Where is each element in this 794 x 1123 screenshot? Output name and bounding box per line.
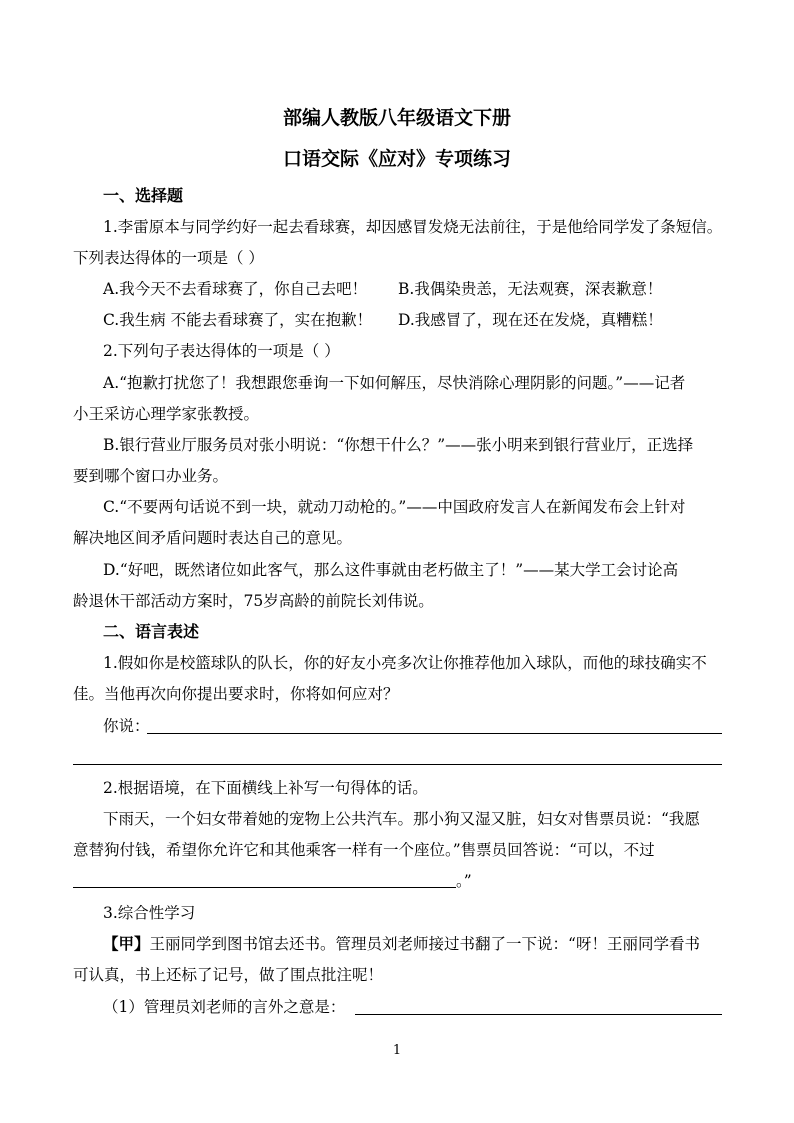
document-subtitle: 口语交际《应对》专项练习 — [282, 148, 511, 170]
s2-q2-answer-line[interactable] — [73, 887, 456, 888]
s2-q3-tag: 【甲】 — [103, 934, 150, 953]
s2-q2-closing-quote: 。” — [456, 872, 472, 890]
s2-q3-heading: 3.综合性学习 — [103, 904, 196, 922]
s2-q1-answer-line-2[interactable] — [73, 764, 722, 765]
q1-option-d: D.我感冒了，现在还在发烧，真糟糕！ — [398, 311, 663, 329]
q1-option-a: A.我今天不去看球赛了，你自己去吧！ — [103, 280, 368, 298]
q1-option-b: B.我偶染贵恙，无法观赛，深表歉意！ — [398, 280, 663, 298]
q2-option-d-line1: D.“好吧，既然诸位如此客气，那么这件事就由老朽做主了！”——某大学工会讨论高 — [103, 561, 679, 579]
s2-q1-answer-line-1[interactable] — [147, 733, 722, 734]
q2-option-a-line1: A.“抱歉打扰您了！我想跟您垂询一下如何解压，尽快消除心理阴影的问题。”——记者 — [103, 374, 686, 392]
q1-option-c: C.我生病 不能去看球赛了，实在抱歉！ — [103, 311, 373, 329]
section-heading-choice: 一、选择题 — [103, 186, 184, 205]
s2-q1-stem-line2: 佳。当他再次向你提出要求时，你将如何应对？ — [73, 685, 399, 703]
q2-option-b-line2: 要到哪个窗口办业务。 — [73, 467, 229, 485]
q2-stem: 2.下列句子表达得体的一项是（ ） — [103, 342, 340, 360]
s2-q3-sub1-label: （1）管理员刘老师的言外之意是： — [103, 998, 346, 1016]
document-title: 部编人教版八年级语文下册 — [282, 107, 511, 129]
q2-option-a-line2: 小王采访心理学家张教授。 — [73, 405, 260, 423]
s2-q2-stem: 2.根据语境，在下面横线上补写一句得体的话。 — [103, 779, 428, 797]
s2-q2-context-line2: 意替狗付钱，希望你允许它和其他乘客一样有一个座位。”售票员回答说：“可以，不过 — [73, 841, 655, 859]
q1-stem-line1: 1.李雷原本与同学约好一起去看球赛，却因感冒发烧无法前往，于是他给同学发了条短信。 — [103, 218, 723, 236]
s2-q3-passage-text: 王丽同学到图书馆去还书。管理员刘老师接过书翻了一下说：“呀！王丽同学看书 — [149, 935, 700, 953]
s2-q1-stem-line1: 1.假如你是校篮球队的队长，你的好友小亮多次让你推荐他加入球队，而他的球技确实不 — [103, 654, 707, 672]
q1-stem-line2: 下列表达得体的一项是（ ） — [73, 249, 264, 267]
q2-option-c-line1: C.“不要两句话说不到一块，就动刀动枪的。”——中国政府发言人在新闻发布会上针对 — [103, 498, 686, 516]
s2-q3-passage-line1 — [103, 934, 723, 954]
page-number: 1 — [392, 1043, 402, 1058]
q2-option-b-line1: B.银行营业厅服务员对张小明说：“你想干什么？”——张小明来到银行营业厅，正选择 — [103, 436, 694, 454]
s2-q2-context-line1: 下雨天，一个妇女带着她的宠物上公共汽车。那小狗又湿又脏，妇女对售票员说：“我愿 — [103, 810, 700, 828]
q2-option-d-line2: 龄退休干部活动方案时，75岁高龄的前院长刘伟说。 — [73, 592, 434, 610]
s2-q3-passage-line2: 可认真，书上还标了记号，做了围点批注呢！ — [73, 966, 384, 984]
q2-option-c-line2: 解决地区间矛盾问题时表达自己的意见。 — [73, 529, 353, 547]
s2-q3-sub1-answer-line[interactable] — [355, 1014, 722, 1015]
s2-q1-you-say-label: 你说： — [103, 717, 150, 735]
section-heading-expression: 二、语言表述 — [103, 622, 200, 641]
